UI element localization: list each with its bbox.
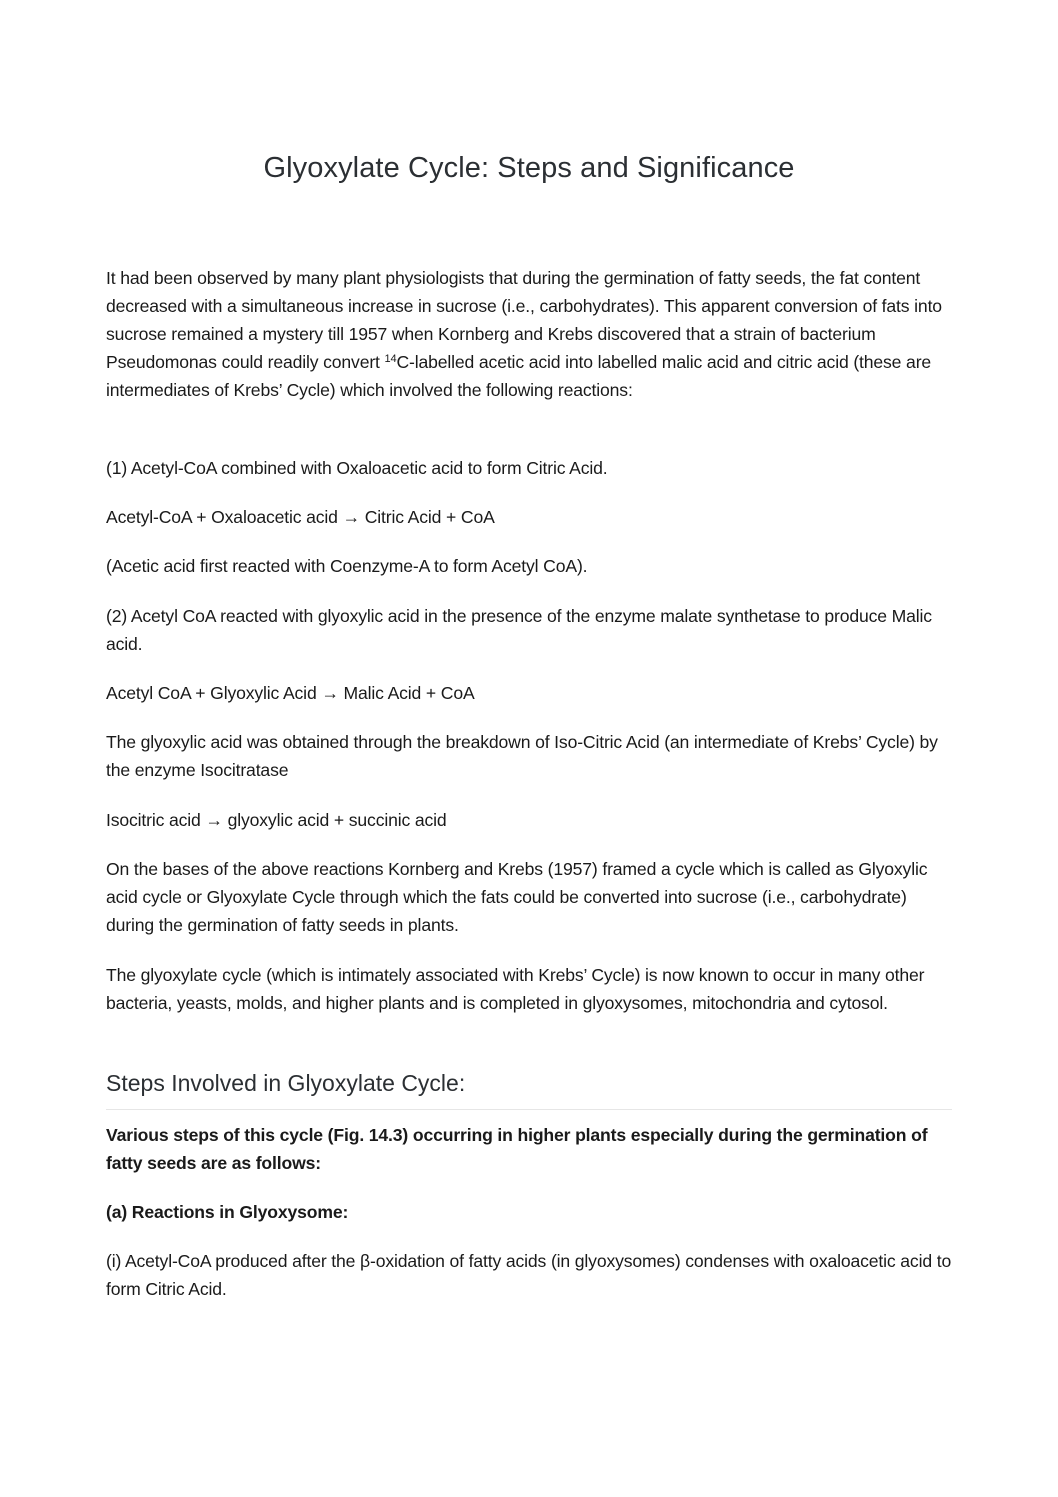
intro-text-start: It had been observed by many plant physiologists that during the germination of fatty seeds, the fat content decreased with a simultaneous increase in sucrose (i.e., carbohydrates). This apparent conversion of fats into sucrose remained a mystery till 1957 when Kornberg and Krebs discovered that a strain of bacterium Pseudomonas could readily convert [106,268,942,372]
acetic-acid-note: (Acetic acid first reacted with Coenzyme-A to form Acetyl CoA). [106,556,588,576]
isotope-superscript: 14 [384,353,397,365]
reaction-2-equation: Acetyl CoA + Glyoxylic Acid → Malic Acid + CoA [106,683,475,703]
section-heading: Steps Involved in Glyoxylate Cycle: [106,1070,466,1096]
glyoxylic-acid-origin: The glyoxylic acid was obtained through the breakdown of Iso-Citric Acid (an intermediate of Krebs’ Cycle) by the enzyme Isocitratase [106,732,938,780]
section-intro: Various steps of this cycle (Fig. 14.3) occurring in higher plants especially during the germination of fatty seeds are as follows: [106,1125,928,1173]
cycle-framing-paragraph: On the bases of the above reactions Kornberg and Krebs (1957) framed a cycle which is called as Glyoxylic acid cycle or Glyoxylate Cycle through which the fats could be converted into sucrose (i.e., carbohydrate) during the germination of fatty seeds in plants. [106,859,928,935]
intro-paragraph [106,264,952,404]
glyoxysome-subheading: (a) Reactions in Glyoxysome: [106,1202,349,1222]
intro-text-end: C-labelled acetic acid into labelled malic acid and citric acid (these are intermediates of Krebs’ Cycle) which involved the following reactions: [106,352,932,400]
occurrence-paragraph: The glyoxylate cycle (which is intimately associated with Krebs’ Cycle) is now known to occur in many other bacteria, yeasts, molds, and higher plants and is completed in glyoxysomes, mitochondria and cytosol. [106,965,925,1013]
reaction-1-equation: Acetyl-CoA + Oxaloacetic acid → Citric Acid + CoA [106,507,495,527]
page-title: Glyoxylate Cycle: Steps and Significance [263,152,795,184]
reaction-1-description: (1) Acetyl-CoA combined with Oxaloacetic acid to form Citric Acid. [106,458,608,478]
isocitrate-equation: Isocitric acid → glyoxylic acid + succinic acid [106,810,447,830]
section-divider [106,1109,952,1110]
reaction-2-description: (2) Acetyl CoA reacted with glyoxylic acid in the presence of the enzyme malate synthetase to produce Malic acid. [106,606,932,654]
step-i-paragraph: (i) Acetyl-CoA produced after the β-oxidation of fatty acids (in glyoxysomes) condenses with oxaloacetic acid to form Citric Acid. [106,1251,952,1299]
